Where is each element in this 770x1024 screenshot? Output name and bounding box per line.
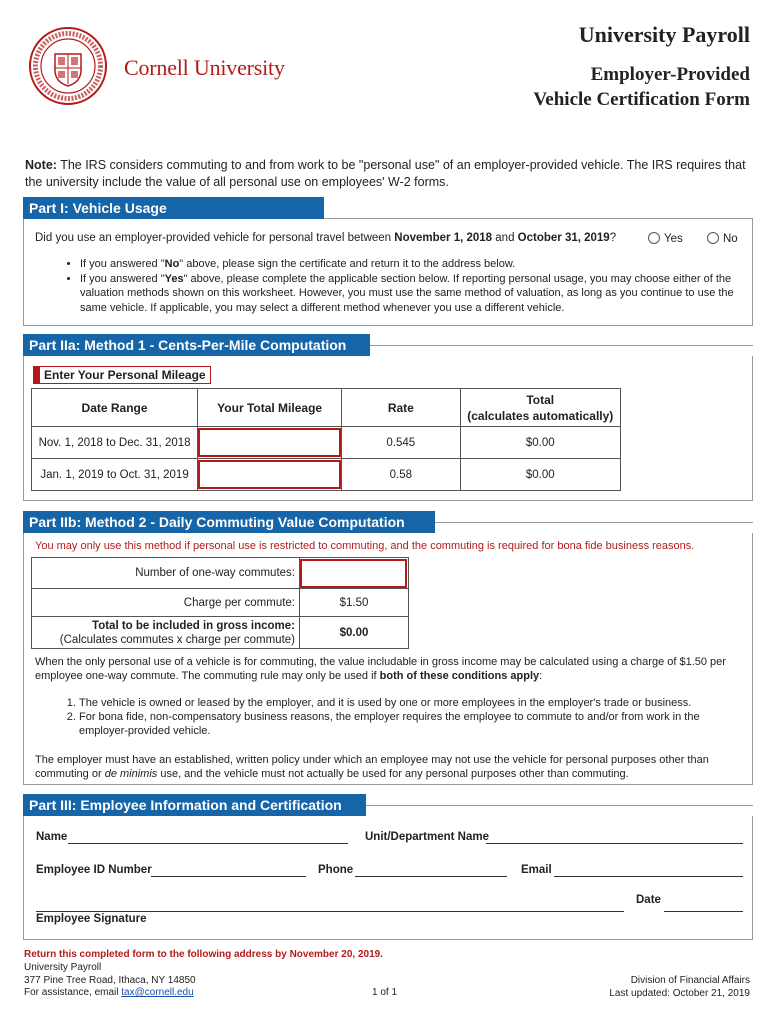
row1-range: Nov. 1, 2018 to Dec. 31, 2018 xyxy=(32,427,198,459)
page-number: 1 of 1 xyxy=(372,987,398,998)
question-date-start: November 1, 2018 xyxy=(394,232,493,244)
employee-id-field[interactable] xyxy=(151,863,306,877)
date-field[interactable] xyxy=(664,896,743,912)
total-label xyxy=(32,617,300,649)
charge-value: $1.50 xyxy=(300,589,409,617)
total-value: $0.00 xyxy=(300,617,409,649)
commute-table xyxy=(31,557,409,649)
table-row xyxy=(32,427,621,459)
question-date-end: October 31, 2019 xyxy=(517,232,610,244)
phone-field[interactable] xyxy=(355,863,507,877)
policy-em: de minimis xyxy=(104,768,158,780)
commutes-label: Number of one-way commutes: xyxy=(32,558,300,589)
charge-label: Charge per commute: xyxy=(32,589,300,617)
signature-field[interactable] xyxy=(36,896,624,912)
part3-header: Part III: Employee Information and Certification xyxy=(23,794,366,816)
part2b-header: Part IIb: Method 2 - Daily Commuting Value Computation xyxy=(23,511,435,533)
part1-instructions xyxy=(60,257,752,315)
policy-para xyxy=(35,753,747,781)
question-and: and xyxy=(492,232,518,244)
yes-radio[interactable] xyxy=(648,232,660,244)
instruction-yes-pre: If you answered " xyxy=(80,272,165,285)
intro-note xyxy=(25,157,755,191)
row1-rate: 0.545 xyxy=(342,427,460,459)
part1-header: Part I: Vehicle Usage xyxy=(23,197,324,219)
email-label: Email xyxy=(521,864,552,876)
note-text: The IRS considers commuting to and from work to be "personal use" of an employer-provided vehicle. The IRS requires that the university include the value of all personal use on employees' W-2 forms. xyxy=(25,158,746,189)
name-label: Name xyxy=(36,831,68,843)
yes-label: Yes xyxy=(664,233,683,245)
address-line-2: 377 Pine Tree Road, Ithaca, NY 14850 xyxy=(24,974,196,986)
commutes-cell xyxy=(300,558,409,589)
commuting-rule-para xyxy=(35,655,747,683)
row2-total: $0.00 xyxy=(460,459,620,491)
rule-text: When the only personal use of a vehicle is for commuting, the value includable in gross income may be calculated using a charge of $1.50 per employee one-way commute. The commuting rule may only be used if xyxy=(35,656,726,682)
instruction-yes-bold: Yes xyxy=(164,272,184,285)
col-total-line1: Total xyxy=(526,392,555,407)
commutes-input[interactable] xyxy=(300,559,407,588)
col-mileage: Your Total Mileage xyxy=(198,389,342,427)
commutes-row xyxy=(32,558,409,589)
phone-label: Phone xyxy=(318,864,354,876)
unit-label: Unit/Department Name xyxy=(365,831,489,843)
method2-warning: You may only use this method if personal use is restricted to commuting, and the commuting is required for bona fide business reasons. xyxy=(35,540,695,552)
col-date-range: Date Range xyxy=(32,389,198,427)
condition-1: 1. The vehicle is owned or leased by the employer, and it is used by one or more employees in the employer's trade or business. xyxy=(79,696,747,710)
return-note: Return this completed form to the following address by November 20, 2019. xyxy=(24,949,383,960)
total-label-line2: (Calculates commutes x charge per commute) xyxy=(59,633,295,646)
total-row xyxy=(32,617,409,649)
instruction-yes-post: " above, please complete the applicable section below. If reporting personal usage, you may choose either of the valuation methods shown on this worksheet. However, you must use the same method of valuation, as long as you continue to use the same vehicle. If applicable, you may select a different method whenever you use a different vehicle. xyxy=(80,272,734,314)
employee-id-label: Employee ID Number xyxy=(36,864,152,876)
instruction-yes xyxy=(80,272,752,316)
col-rate: Rate xyxy=(342,389,460,427)
brand-wordmark: Cornell University xyxy=(124,55,285,80)
no-label: No xyxy=(723,233,738,245)
last-updated: Last updated: October 21, 2019 xyxy=(609,987,750,999)
yes-radio-option[interactable] xyxy=(648,232,683,245)
cornell-seal-logo xyxy=(28,26,108,106)
row1-total: $0.00 xyxy=(460,427,620,459)
instruction-no-post: " above, please sign the certificate and return it to the address below. xyxy=(179,258,516,270)
division-name: Division of Financial Affairs xyxy=(630,975,750,986)
row2-mileage-input[interactable] xyxy=(198,460,341,489)
conditions-list xyxy=(79,696,747,738)
rule-bold: both of these conditions apply xyxy=(379,670,540,682)
rule-colon: : xyxy=(539,670,543,682)
signature-label: Employee Signature xyxy=(36,913,147,925)
charge-row xyxy=(32,589,409,617)
date-label: Date xyxy=(636,894,661,906)
instruction-no-bold: No xyxy=(164,258,180,270)
col-total-line2: (calculates automatically) xyxy=(467,408,614,423)
part1-top-rule xyxy=(324,218,753,219)
part2b-top-rule xyxy=(435,522,753,523)
policy-text: The employer must have an established, written policy under which an employee may not use the vehicle for personal purposes other than commuting or xyxy=(35,754,709,780)
question-text: Did you use an employer-provided vehicle for personal travel between xyxy=(35,232,395,244)
total-label-line1: Total to be included in gross income: xyxy=(92,619,295,632)
question-mark: ? xyxy=(609,232,617,244)
page-title: University Payroll xyxy=(578,22,750,47)
usage-question xyxy=(35,232,616,244)
part2a-header: Part IIa: Method 1 - Cents-Per-Mile Computation xyxy=(23,334,370,356)
mileage-tag: Enter Your Personal Mileage xyxy=(33,366,211,384)
tax-email-link[interactable]: tax@cornell.edu xyxy=(121,987,194,998)
condition-2: 2. For bona fide, non-compensatory business reasons, the employer requires the employee to commute to and/or from work in the employer-provided vehicle. xyxy=(79,710,747,738)
name-field[interactable] xyxy=(68,830,348,844)
form-subtitle-1: Employer-Provided xyxy=(590,64,750,85)
email-field[interactable] xyxy=(554,863,743,877)
row2-mileage-cell xyxy=(198,459,342,491)
part2a-top-rule xyxy=(370,345,753,346)
return-address xyxy=(24,962,196,1000)
instruction-no xyxy=(80,257,752,272)
address-line-1: University Payroll xyxy=(24,962,102,973)
mileage-header-row xyxy=(32,389,621,427)
table-row xyxy=(32,459,621,491)
row1-mileage-cell xyxy=(198,427,342,459)
row2-rate: 0.58 xyxy=(342,459,460,491)
form-subtitle-2: Vehicle Certification Form xyxy=(533,89,750,110)
policy-text-end: use, and the vehicle must not actually be used for any personal purposes other than commuting. xyxy=(157,768,629,780)
no-radio-option[interactable] xyxy=(707,232,738,245)
note-label: Note: xyxy=(25,158,57,172)
col-total xyxy=(460,389,620,427)
row2-range: Jan. 1, 2019 to Oct. 31, 2019 xyxy=(32,459,198,491)
row1-mileage-input[interactable] xyxy=(198,428,341,457)
assistance-text: For assistance, email xyxy=(24,987,122,998)
mileage-table xyxy=(31,388,621,491)
instruction-no-pre: If you answered " xyxy=(80,258,165,270)
unit-field[interactable] xyxy=(486,830,743,844)
part3-top-rule xyxy=(366,805,753,806)
footer-right xyxy=(609,975,750,1000)
assistance-line xyxy=(24,987,196,1000)
no-radio[interactable] xyxy=(707,232,719,244)
